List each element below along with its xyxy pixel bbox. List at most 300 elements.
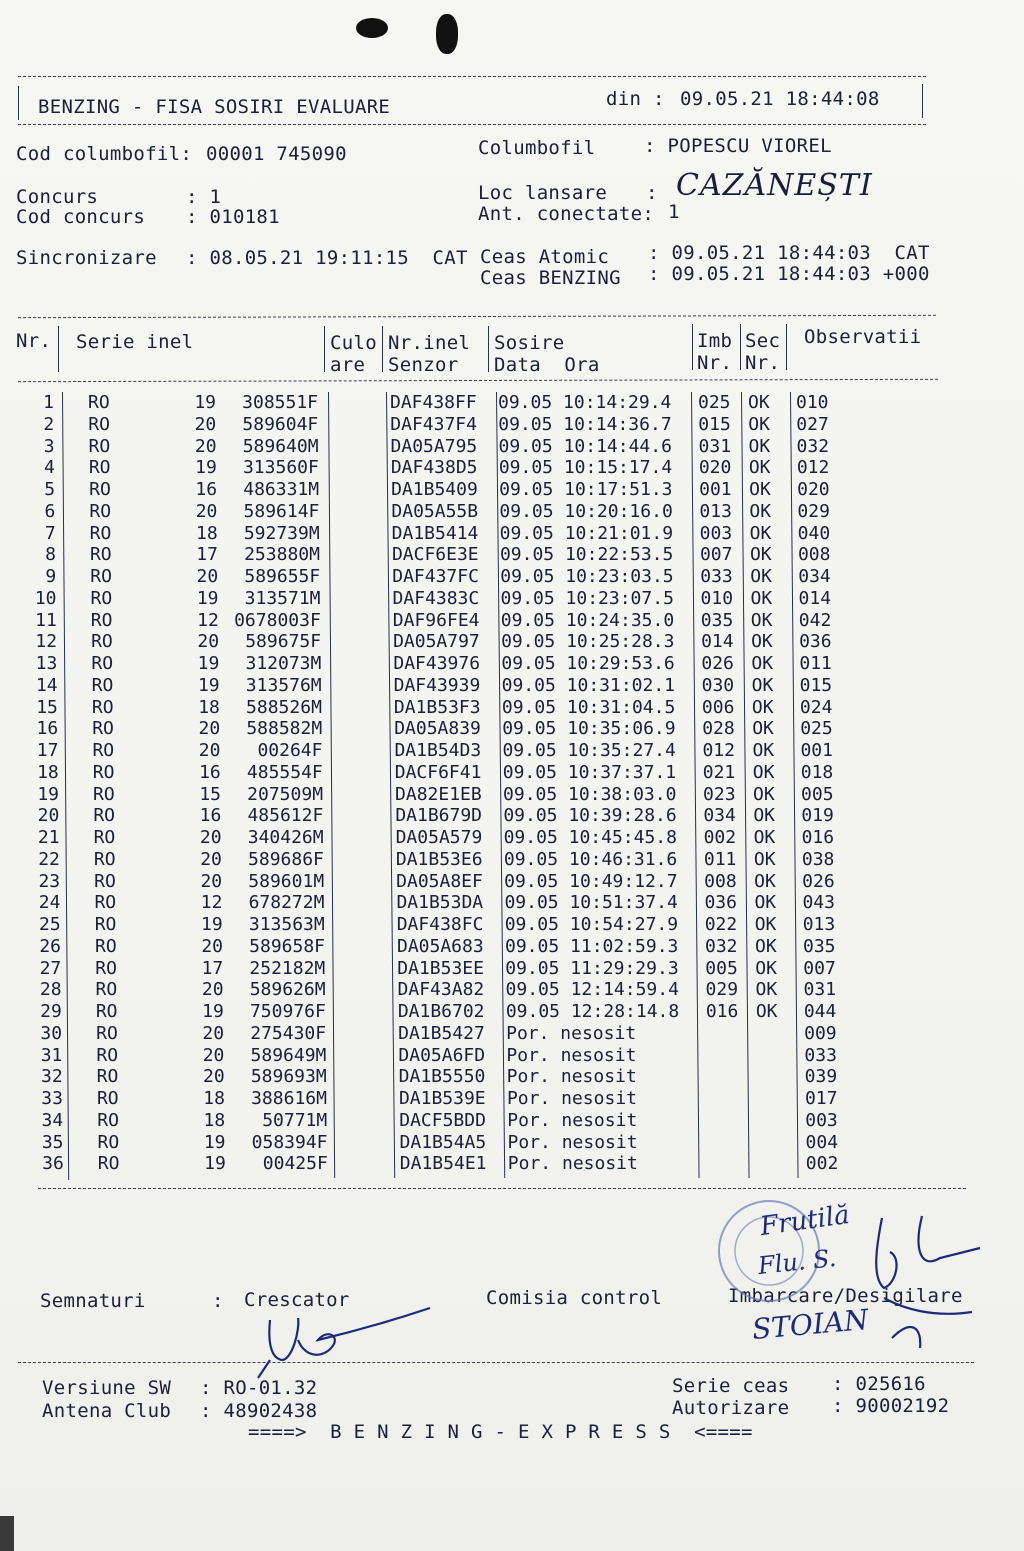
cell-serie: 485612F bbox=[247, 805, 324, 827]
cell-senzor: DA1B53F3 bbox=[393, 696, 481, 718]
cell-tara: RO bbox=[93, 783, 115, 805]
cell-nr: 8 bbox=[45, 544, 56, 566]
cell-nr: 24 bbox=[38, 892, 61, 914]
cell-sosire: 09.05 10:23:07.5 bbox=[500, 587, 674, 609]
cell-an: 20 bbox=[202, 1022, 225, 1044]
table-row bbox=[0, 1001, 1024, 1023]
cell-an: 20 bbox=[200, 848, 222, 870]
table-row bbox=[0, 566, 1024, 588]
cell-an: 20 bbox=[199, 827, 222, 848]
cell-senzor: DAF43939 bbox=[393, 674, 481, 696]
cell-senzor: DAF96FE4 bbox=[392, 609, 480, 631]
cell-observatii: 040 bbox=[797, 522, 831, 544]
cell-sec: OK bbox=[753, 827, 776, 848]
cell-an: 19 bbox=[197, 653, 220, 674]
cell-sec: OK bbox=[754, 870, 776, 892]
table-row bbox=[0, 588, 1024, 610]
cell-imb: 012 bbox=[702, 740, 735, 761]
cell-sec: OK bbox=[755, 935, 777, 957]
cell-observatii: 018 bbox=[800, 761, 834, 783]
cell-observatii: 017 bbox=[804, 1088, 838, 1109]
ceas-benzing-value: : 09.05.21 18:44:03 +000 bbox=[648, 263, 930, 285]
cell-senzor: DACF5BDD bbox=[399, 1109, 486, 1131]
cell-sosire: 09.05 10:54:27.9 bbox=[504, 914, 679, 935]
cell-sosire: 09.05 11:29:29.3 bbox=[505, 957, 679, 979]
cell-tara: RO bbox=[92, 718, 114, 740]
cell-imb: 034 bbox=[703, 805, 736, 827]
col-sec-header-2: Nr. bbox=[745, 352, 781, 374]
cell-imb: 007 bbox=[699, 544, 733, 566]
cell-observatii: 033 bbox=[804, 1044, 837, 1066]
cell-tara: RO bbox=[90, 566, 112, 587]
cell-an: 15 bbox=[199, 783, 222, 805]
cell-serie: 589649M bbox=[250, 1044, 327, 1066]
cell-serie: 589693M bbox=[250, 1066, 327, 1088]
cell-imb: 026 bbox=[701, 653, 734, 674]
cell-imb: 001 bbox=[699, 479, 732, 500]
col-divider bbox=[488, 326, 489, 372]
col-imb-header: Imb bbox=[697, 330, 733, 352]
col-culoare-header-2: are bbox=[330, 354, 366, 376]
cell-senzor: DA05A6FD bbox=[398, 1044, 486, 1066]
table-row bbox=[0, 1110, 1024, 1132]
ant-conectate-value: 1 bbox=[668, 201, 680, 223]
cell-an: 19 bbox=[203, 1131, 226, 1153]
cell-an: 17 bbox=[201, 957, 224, 979]
cell-sosire: 09.05 10:45:45.8 bbox=[503, 827, 677, 848]
cell-nr: 27 bbox=[39, 957, 62, 979]
serie-ceas-label: Serie ceas bbox=[672, 1375, 790, 1397]
cell-senzor: DA05A839 bbox=[394, 718, 481, 740]
cell-serie: 750976F bbox=[249, 1001, 326, 1022]
cell-an: 19 bbox=[202, 1001, 224, 1022]
cell-sec: OK bbox=[748, 413, 770, 435]
cell-an: 20 bbox=[197, 631, 220, 653]
cell-sosire: 09.05 12:28:14.8 bbox=[505, 1001, 680, 1022]
cell-observatii: 026 bbox=[802, 870, 835, 892]
cell-senzor: DAF437F4 bbox=[390, 413, 477, 435]
table-header-divider bbox=[18, 379, 938, 382]
cell-senzor: DA05A797 bbox=[393, 631, 480, 653]
cell-an: 16 bbox=[195, 479, 218, 500]
table-row bbox=[0, 762, 1024, 784]
cell-observatii: 034 bbox=[798, 566, 831, 587]
cell-nr: 10 bbox=[34, 587, 57, 609]
cell-observatii: 031 bbox=[803, 979, 837, 1001]
cell-tara: RO bbox=[95, 957, 117, 979]
cell-imb: 023 bbox=[703, 783, 736, 805]
table-row bbox=[0, 479, 1024, 501]
table-row bbox=[0, 871, 1024, 893]
cell-senzor: DA05A8EF bbox=[396, 870, 483, 892]
table-row bbox=[0, 544, 1024, 566]
cell-tara: RO bbox=[89, 500, 112, 522]
cell-nr: 31 bbox=[40, 1044, 63, 1066]
cell-tara: RO bbox=[88, 435, 111, 457]
cell-tara: RO bbox=[90, 609, 113, 631]
col-divider bbox=[58, 326, 59, 372]
col-serie-header: Serie inel bbox=[76, 331, 194, 353]
cell-sosire: 09.05 10:15:17.4 bbox=[498, 457, 673, 479]
cell-imb: 036 bbox=[704, 892, 737, 914]
cell-serie: 252182M bbox=[249, 957, 326, 979]
cell-an: 20 bbox=[194, 435, 217, 457]
cell-sosire: 09.05 10:22:53.5 bbox=[499, 544, 674, 566]
cell-nr: 18 bbox=[37, 761, 59, 783]
cell-serie: 589675F bbox=[245, 631, 322, 653]
cell-senzor: DAF438FF bbox=[390, 392, 477, 413]
cell-sosire: 09.05 10:39:28.6 bbox=[503, 805, 677, 827]
col-divider bbox=[692, 324, 693, 370]
cell-sosire: Por. nesosit bbox=[506, 1044, 637, 1066]
cell-an: 18 bbox=[203, 1109, 226, 1131]
cell-tara: RO bbox=[91, 653, 114, 674]
cell-serie: 589614F bbox=[243, 500, 320, 522]
cell-nr: 22 bbox=[38, 848, 60, 870]
cell-sec: OK bbox=[752, 761, 775, 783]
cell-serie: 00264F bbox=[257, 740, 323, 761]
ant-conectate-label: Ant. conectate: bbox=[478, 203, 655, 225]
table-row bbox=[0, 675, 1024, 697]
cell-serie: 589655F bbox=[244, 566, 321, 587]
cell-nr: 21 bbox=[37, 827, 60, 848]
concurs-value: : 1 bbox=[186, 186, 222, 208]
cell-an: 20 bbox=[195, 500, 218, 522]
cell-sec: OK bbox=[753, 848, 776, 870]
cell-sosire: 09.05 10:46:31.6 bbox=[503, 848, 678, 870]
cell-serie: 678272M bbox=[248, 892, 325, 914]
cell-tara: RO bbox=[90, 587, 113, 609]
cell-serie: 589640M bbox=[242, 435, 319, 457]
cell-imb: 029 bbox=[705, 979, 739, 1001]
table-border-bottom bbox=[38, 1188, 966, 1189]
table-row bbox=[0, 740, 1024, 762]
cell-tara: RO bbox=[93, 805, 115, 827]
cell-tara: RO bbox=[94, 892, 117, 914]
table-row bbox=[0, 936, 1024, 958]
cell-sosire: 09.05 10:31:02.1 bbox=[501, 674, 676, 696]
ceas-atomic-label: Ceas Atomic bbox=[480, 246, 610, 268]
autorizare-value: : 90002192 bbox=[832, 1395, 950, 1417]
cell-sosire: 09.05 12:14:59.4 bbox=[505, 979, 679, 1001]
cell-observatii: 013 bbox=[802, 914, 836, 935]
cell-sosire: 09.05 10:17:51.3 bbox=[499, 479, 673, 500]
cell-sosire: Por. nesosit bbox=[507, 1153, 638, 1175]
cell-observatii: 019 bbox=[801, 805, 834, 827]
cell-observatii: 044 bbox=[803, 1001, 837, 1022]
cell-nr: 23 bbox=[38, 870, 61, 892]
col-sosire-header-2: Data Ora bbox=[494, 354, 600, 376]
cell-tara: RO bbox=[89, 544, 112, 566]
cell-sosire: 09.05 10:31:04.5 bbox=[501, 696, 676, 718]
cell-nr: 29 bbox=[40, 1001, 62, 1022]
cell-nr: 3 bbox=[43, 435, 55, 457]
cell-observatii: 024 bbox=[799, 696, 833, 718]
cell-imb: 005 bbox=[705, 957, 738, 979]
antena-label: Antena Club bbox=[42, 1400, 172, 1422]
cell-imb: 013 bbox=[699, 500, 732, 522]
cell-an: 12 bbox=[197, 609, 219, 631]
cell-serie: 589626M bbox=[249, 979, 326, 1001]
table-row bbox=[0, 718, 1024, 740]
cell-nr: 33 bbox=[41, 1088, 63, 1109]
cell-an: 19 bbox=[201, 914, 223, 935]
cod-columbofil-value: 00001 745090 bbox=[206, 143, 347, 165]
crescator-label: Crescator bbox=[244, 1289, 350, 1311]
cell-nr: 32 bbox=[40, 1066, 63, 1088]
cell-imb: 015 bbox=[698, 413, 731, 435]
cell-observatii: 007 bbox=[803, 957, 836, 979]
cell-senzor: DAF4383C bbox=[392, 587, 480, 609]
cell-sec: OK bbox=[749, 500, 772, 522]
cell-serie: 589686F bbox=[248, 848, 324, 870]
cell-serie: 313563M bbox=[248, 914, 325, 935]
header-border-right bbox=[922, 84, 923, 118]
cell-senzor: DAF438FC bbox=[396, 914, 484, 935]
table-row bbox=[0, 1132, 1024, 1154]
cell-sec: OK bbox=[750, 609, 773, 631]
antena-value: : 48902438 bbox=[200, 1400, 318, 1422]
cell-serie: 592739M bbox=[243, 522, 320, 544]
header-border-top bbox=[18, 76, 926, 77]
cell-observatii: 027 bbox=[796, 413, 829, 435]
cell-observatii: 009 bbox=[804, 1022, 837, 1044]
cell-serie: 589658F bbox=[249, 935, 325, 957]
cell-sec: OK bbox=[755, 979, 778, 1001]
cell-tara: RO bbox=[97, 1131, 120, 1153]
cell-sec: OK bbox=[750, 587, 773, 609]
table-row bbox=[0, 892, 1024, 914]
cell-senzor: DA1B53EE bbox=[397, 957, 484, 979]
cell-an: 16 bbox=[199, 805, 222, 827]
cell-observatii: 020 bbox=[797, 479, 830, 500]
cell-an: 17 bbox=[196, 544, 218, 566]
cell-senzor: DAF438D5 bbox=[390, 457, 478, 479]
loc-lansare-label: Loc lansare bbox=[478, 182, 608, 204]
cell-imb: 025 bbox=[698, 392, 731, 413]
cell-observatii: 029 bbox=[797, 500, 830, 522]
cell-an: 18 bbox=[203, 1088, 225, 1109]
semnaturi-colon: : bbox=[212, 1290, 224, 1312]
cell-imb: 021 bbox=[702, 761, 736, 783]
cell-imb: 032 bbox=[705, 935, 738, 957]
cell-serie: 275430F bbox=[250, 1022, 327, 1044]
cell-senzor: DA1B54D3 bbox=[394, 740, 482, 761]
cell-tara: RO bbox=[92, 740, 115, 761]
table-row bbox=[0, 610, 1024, 632]
cell-sosire: Por. nesosit bbox=[506, 1022, 637, 1044]
cell-observatii: 010 bbox=[796, 392, 829, 413]
versiune-value: : RO-01.32 bbox=[200, 1377, 318, 1399]
cell-sosire: 09.05 10:35:06.9 bbox=[502, 718, 676, 740]
cell-observatii: 005 bbox=[801, 783, 834, 805]
cell-observatii: 004 bbox=[805, 1131, 839, 1153]
header-border-left bbox=[18, 86, 19, 120]
cell-observatii: 042 bbox=[798, 609, 832, 631]
cell-tara: RO bbox=[95, 1001, 118, 1022]
table-row bbox=[0, 1088, 1024, 1110]
cell-observatii: 014 bbox=[798, 587, 832, 609]
cell-sosire: 09.05 10:38:03.0 bbox=[503, 783, 677, 805]
cod-concurs-value: : 010181 bbox=[186, 206, 280, 228]
cell-nr: 20 bbox=[37, 805, 60, 827]
cell-sec: OK bbox=[749, 544, 772, 566]
cell-tara: RO bbox=[89, 522, 112, 544]
cell-senzor: DA1B679D bbox=[395, 805, 483, 827]
cell-sec: OK bbox=[752, 740, 775, 761]
cell-sec: OK bbox=[752, 718, 774, 740]
cell-imb: 028 bbox=[702, 718, 735, 740]
cell-observatii: 008 bbox=[797, 544, 831, 566]
cell-nr: 13 bbox=[35, 653, 58, 674]
cell-senzor: DA82E1EB bbox=[395, 783, 482, 805]
date-label: din : bbox=[606, 88, 665, 110]
cell-observatii: 015 bbox=[799, 674, 833, 696]
table-row bbox=[0, 1066, 1024, 1088]
ink-blot bbox=[436, 14, 458, 54]
cell-observatii: 003 bbox=[805, 1109, 838, 1131]
footer-divider bbox=[18, 1362, 974, 1363]
cell-tara: RO bbox=[97, 1109, 119, 1131]
cell-imb: 033 bbox=[700, 566, 733, 587]
cell-serie: 589601M bbox=[248, 870, 325, 892]
cell-serie: 50771M bbox=[262, 1109, 328, 1131]
cell-sec: OK bbox=[748, 457, 771, 479]
cell-observatii: 032 bbox=[796, 435, 830, 457]
cell-sosire: 09.05 10:35:27.4 bbox=[502, 740, 676, 761]
cell-senzor: DAF43A82 bbox=[397, 979, 485, 1001]
cell-nr: 7 bbox=[44, 522, 56, 544]
cell-serie: 485554F bbox=[246, 761, 323, 783]
table-row bbox=[0, 979, 1024, 1001]
cell-nr: 2 bbox=[43, 413, 55, 435]
cell-tara: RO bbox=[94, 870, 116, 892]
cell-an: 20 bbox=[196, 566, 219, 587]
cell-nr: 4 bbox=[43, 457, 55, 479]
cell-sec: OK bbox=[751, 631, 773, 653]
cell-an: 20 bbox=[201, 935, 223, 957]
loc-lansare-colon: : bbox=[646, 182, 658, 204]
cell-senzor: DA1B53E6 bbox=[395, 848, 483, 870]
cell-an: 19 bbox=[197, 674, 220, 696]
cell-an: 19 bbox=[204, 1153, 226, 1175]
col-nr-header: Nr. bbox=[16, 330, 52, 352]
cell-observatii: 012 bbox=[796, 457, 830, 479]
cell-nr: 6 bbox=[44, 500, 56, 522]
col-sec-header: Sec bbox=[745, 330, 781, 352]
signature-commission-1: Frutilă bbox=[758, 1199, 852, 1243]
cell-nr: 25 bbox=[39, 914, 61, 935]
cell-sec: OK bbox=[749, 522, 772, 544]
cell-serie: 486331M bbox=[243, 479, 320, 500]
serie-ceas-value: : 025616 bbox=[832, 1373, 926, 1395]
cell-sosire: Por. nesosit bbox=[506, 1088, 637, 1109]
cell-observatii: 001 bbox=[800, 740, 833, 761]
cell-nr: 36 bbox=[42, 1153, 64, 1175]
ceas-atomic-value: : 09.05.21 18:44:03 CAT bbox=[648, 242, 930, 264]
cell-senzor: DA1B53DA bbox=[396, 892, 484, 914]
cell-observatii: 043 bbox=[802, 892, 835, 914]
table-row bbox=[0, 523, 1024, 545]
cell-sosire: Por. nesosit bbox=[507, 1109, 638, 1131]
cell-tara: RO bbox=[95, 935, 117, 957]
cell-sec: OK bbox=[750, 566, 772, 587]
cell-an: 20 bbox=[198, 740, 221, 761]
table-row bbox=[0, 805, 1024, 827]
table-row bbox=[0, 501, 1024, 523]
cell-nr: 15 bbox=[36, 696, 58, 718]
cell-tara: RO bbox=[93, 848, 116, 870]
table-row bbox=[0, 392, 1024, 414]
cell-senzor: DA1B54A5 bbox=[399, 1131, 487, 1153]
cell-senzor: DACF6E3E bbox=[391, 544, 479, 566]
cod-columbofil-label: Cod columbofil: bbox=[16, 143, 193, 165]
cell-an: 16 bbox=[199, 761, 221, 783]
cell-sec: OK bbox=[755, 1001, 778, 1022]
cell-sosire: 09.05 10:49:12.7 bbox=[504, 870, 678, 892]
cell-tara: RO bbox=[96, 1022, 118, 1044]
cell-nr: 1 bbox=[43, 392, 54, 413]
cell-imb: 008 bbox=[704, 870, 737, 892]
cell-nr: 16 bbox=[36, 718, 59, 740]
cell-senzor: DA1B5427 bbox=[398, 1022, 485, 1044]
cell-senzor: DA05A795 bbox=[390, 435, 478, 457]
autorizare-label: Autorizare bbox=[672, 1397, 790, 1419]
cell-nr: 12 bbox=[35, 631, 58, 653]
cell-nr: 34 bbox=[41, 1109, 64, 1131]
cell-sosire: 09.05 10:14:29.4 bbox=[498, 392, 672, 413]
cell-serie: 588526M bbox=[246, 696, 322, 718]
cell-senzor: DACF6F41 bbox=[394, 761, 482, 783]
cell-nr: 28 bbox=[39, 979, 62, 1001]
cell-imb: 014 bbox=[701, 631, 734, 653]
cell-senzor: DA1B5414 bbox=[391, 522, 479, 544]
signature-commission-2: Flu. S. bbox=[756, 1243, 838, 1281]
table-row bbox=[0, 1153, 1024, 1175]
cell-sec: OK bbox=[755, 957, 777, 979]
cell-senzor: DA05A579 bbox=[395, 827, 483, 848]
cell-sosire: 09.05 10:25:28.3 bbox=[501, 631, 675, 653]
signature-breeder bbox=[240, 1300, 440, 1380]
cell-imb: 011 bbox=[703, 848, 737, 870]
cell-an: 18 bbox=[198, 696, 220, 718]
cell-observatii: 011 bbox=[799, 653, 832, 674]
cell-imb: 022 bbox=[704, 914, 738, 935]
cell-tara: RO bbox=[88, 413, 110, 435]
brand-line: ====> B E N Z I N G - E X P R E S S <==== bbox=[248, 1421, 753, 1443]
col-divider bbox=[324, 326, 325, 372]
cell-nr: 30 bbox=[40, 1022, 63, 1044]
cell-an: 20 bbox=[198, 718, 221, 740]
table-row bbox=[0, 1023, 1024, 1045]
cell-serie: 589604F bbox=[242, 413, 319, 435]
cell-an: 20 bbox=[200, 870, 223, 892]
cell-tara: RO bbox=[88, 392, 110, 413]
cell-an: 19 bbox=[194, 392, 216, 413]
cell-serie: 340426M bbox=[247, 827, 324, 848]
cell-tara: RO bbox=[94, 914, 117, 935]
columbofil-value: : POPESCU VIOREL bbox=[644, 135, 832, 157]
cell-an: 12 bbox=[200, 892, 223, 914]
cell-sosire: 09.05 10:51:37.4 bbox=[504, 892, 678, 914]
imbarcare-label: Imbarcare/Desigilare bbox=[728, 1285, 963, 1307]
semnaturi-label: Semnaturi bbox=[40, 1290, 146, 1312]
table-row bbox=[0, 653, 1024, 675]
cell-nr: 11 bbox=[35, 609, 57, 631]
col-divider bbox=[786, 324, 787, 370]
cell-sosire: 09.05 10:21:01.9 bbox=[499, 522, 674, 544]
cell-imb: 006 bbox=[701, 696, 735, 718]
